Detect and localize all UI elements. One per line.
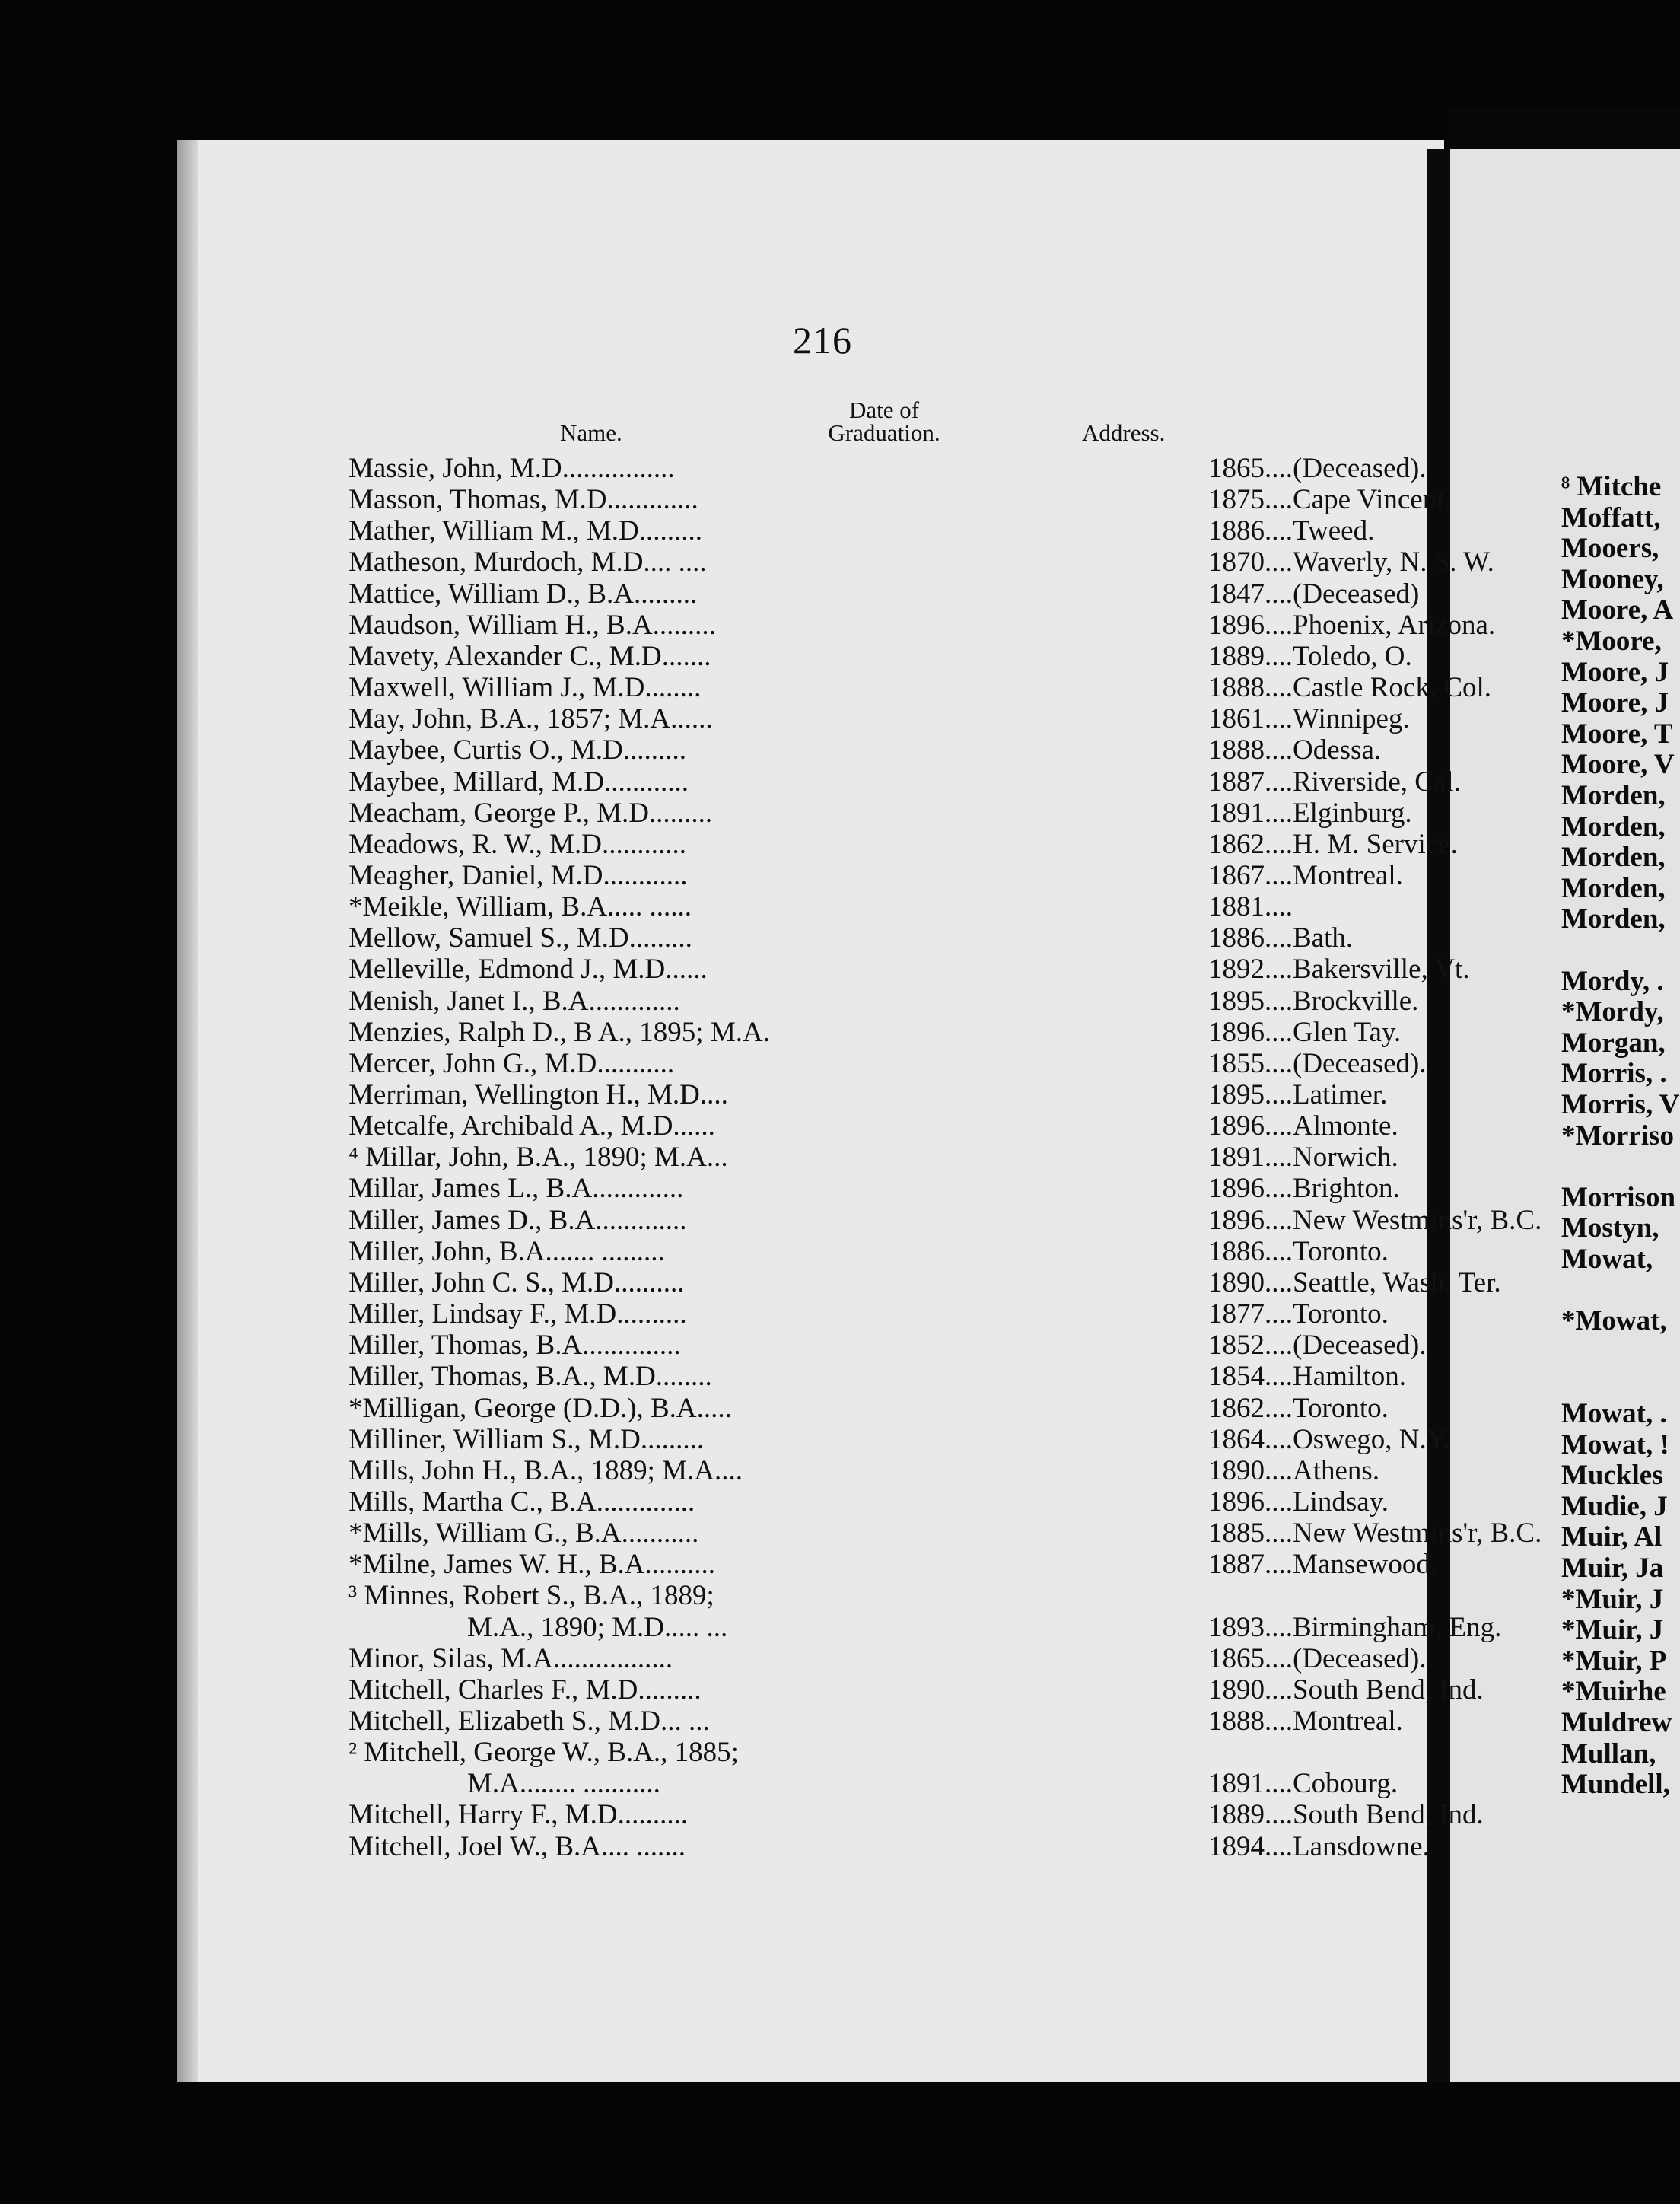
- right-page-entry: Morden,: [1561, 811, 1666, 842]
- column-header-name: Name.: [560, 419, 622, 446]
- right-page-entry: Morgan,: [1561, 1027, 1666, 1059]
- graduate-name: Miller, Thomas, B.A..............: [348, 1330, 681, 1361]
- graduate-entry: [348, 986, 1419, 1017]
- right-page-entry: Mostyn,: [1561, 1212, 1659, 1244]
- graduation-year: 1854: [1208, 1361, 1265, 1392]
- right-page-entry: *Mowat,: [1561, 1305, 1667, 1336]
- graduate-address: .... Toronto.: [1265, 1393, 1389, 1424]
- graduate-address: .... Phoenix, Arizona.: [1265, 610, 1495, 641]
- graduation-year: 1862: [1208, 1393, 1265, 1424]
- graduation-year: 1887: [1208, 766, 1265, 798]
- graduation-year: 1877: [1208, 1298, 1265, 1330]
- graduate-address: .... Brighton.: [1265, 1174, 1400, 1204]
- right-page-entry: *Moore,: [1561, 626, 1662, 657]
- graduate-entry: [348, 829, 1458, 860]
- graduate-address: .... Winnipeg.: [1265, 704, 1410, 734]
- graduation-year: 1887: [1208, 1549, 1265, 1580]
- graduation-year: 1891: [1208, 798, 1265, 829]
- right-page-entry: Mullan,: [1561, 1738, 1656, 1769]
- graduate-entry: [348, 546, 1494, 578]
- graduate-address: .... Athens.: [1265, 1456, 1379, 1486]
- right-page-entry: Moffatt,: [1561, 502, 1661, 533]
- graduate-address: .... Norwich.: [1265, 1142, 1398, 1173]
- graduate-name: Mitchell, Joel W., B.A.... .......: [348, 1831, 686, 1862]
- graduation-year: 1865: [1208, 453, 1265, 484]
- graduate-address: .... Odessa.: [1265, 735, 1381, 766]
- graduate-entry: [348, 1298, 1389, 1330]
- graduate-address: .... Mansewood.: [1265, 1549, 1437, 1580]
- graduation-year: 1890: [1208, 1267, 1265, 1298]
- graduate-address: .... Brockville.: [1265, 986, 1418, 1017]
- graduate-entry: [348, 922, 1354, 954]
- graduate-address: .... Hamilton.: [1265, 1362, 1406, 1392]
- graduate-entry: [348, 892, 1338, 922]
- graduation-year: 1896: [1208, 1173, 1265, 1204]
- graduate-name: Metcalfe, Archibald A., M.D......: [348, 1110, 715, 1142]
- graduate-entry: [348, 1267, 1501, 1298]
- left-page-edge-shadow: [177, 140, 198, 2082]
- page-number: 216: [793, 319, 852, 361]
- graduate-name: Minor, Silas, M.A.................: [348, 1643, 673, 1674]
- graduation-year: 1896: [1208, 1486, 1265, 1518]
- graduate-entry: [348, 1549, 1438, 1580]
- graduate-address: .... Bakersville, Vt.: [1265, 954, 1470, 985]
- graduation-year: 1886: [1208, 515, 1265, 546]
- graduate-name: Meadows, R. W., M.D............: [348, 829, 687, 860]
- graduate-name: ³ Minnes, Robert S., B.A., 1889;: [348, 1580, 714, 1611]
- graduate-entry: [348, 1737, 1338, 1768]
- right-page-entry: Morden,: [1561, 842, 1666, 873]
- graduate-address: .... Bath.: [1265, 923, 1353, 954]
- right-page-entry: Mooney,: [1561, 564, 1664, 595]
- graduate-name: Maxwell, William J., M.D........: [348, 672, 702, 703]
- graduate-address: .... New Westmins'r, B.C.: [1265, 1206, 1542, 1236]
- graduate-name: Mills, John H., B.A., 1889; M.A....: [348, 1455, 743, 1486]
- right-page-entry: Muldrew: [1561, 1707, 1672, 1738]
- graduate-address: .... Birmingham, Eng.: [1265, 1613, 1501, 1643]
- right-page-entry: Morris, V: [1561, 1089, 1680, 1120]
- graduate-address: .... Riverside, Cal.: [1265, 767, 1461, 798]
- right-page-entry: Moore, J: [1561, 687, 1669, 718]
- graduate-entry: [348, 1799, 1484, 1830]
- graduate-name: Mercer, John G., M.D...........: [348, 1048, 675, 1079]
- right-page-entry: Morrison: [1561, 1182, 1676, 1213]
- graduate-name: Miller, John C. S., M.D..........: [348, 1267, 685, 1298]
- graduate-entry: [348, 1205, 1542, 1236]
- graduate-entry: [348, 1581, 1338, 1611]
- graduate-entry: [348, 1831, 1430, 1862]
- graduate-name: Mather, William M., M.D.........: [348, 515, 702, 546]
- graduate-name: Mitchell, Harry F., M.D..........: [348, 1799, 689, 1830]
- right-page-entry: *Muir, P: [1561, 1645, 1667, 1677]
- right-page-entry: Mooers,: [1561, 533, 1659, 564]
- graduate-name: M.A........ ...........: [467, 1768, 660, 1799]
- right-page-entry: Mudie, J: [1561, 1491, 1668, 1522]
- graduation-year: 1867: [1208, 860, 1265, 891]
- right-page-entry: Moore, T: [1561, 718, 1673, 750]
- graduate-address: .... Cobourg.: [1265, 1769, 1398, 1799]
- graduate-address: .... (Deceased).: [1265, 1644, 1427, 1674]
- graduate-name: Miller, Lindsay F., M.D..........: [348, 1298, 687, 1330]
- graduation-year: 1892: [1208, 954, 1265, 985]
- graduate-name: Maybee, Curtis O., M.D.........: [348, 734, 686, 766]
- graduate-address: .... Glen Tay.: [1265, 1018, 1401, 1048]
- graduation-year: 1881: [1208, 891, 1265, 922]
- graduation-year: 1888: [1208, 672, 1265, 703]
- graduate-entry: [348, 641, 1412, 672]
- graduation-year: 1847: [1208, 578, 1265, 610]
- graduate-address: .... Montreal.: [1265, 861, 1403, 891]
- graduate-entry: [348, 610, 1496, 641]
- graduate-entry: [348, 703, 1410, 734]
- graduation-year: 1870: [1208, 546, 1265, 578]
- graduate-name: *Milligan, George (D.D.), B.A.....: [348, 1393, 732, 1424]
- graduation-year: 1855: [1208, 1048, 1265, 1079]
- graduation-year: 1893: [1208, 1612, 1265, 1643]
- graduate-address: .... South Bend, Ind.: [1265, 1675, 1484, 1706]
- right-page-entry: Muckles: [1561, 1460, 1663, 1491]
- graduate-name: M.A., 1890; M.D..... ...: [467, 1612, 728, 1643]
- graduate-name: *Milne, James W. H., B.A..........: [348, 1549, 716, 1580]
- right-page-entry: Moore, A: [1561, 594, 1674, 626]
- graduate-entry: [348, 1330, 1427, 1361]
- graduate-name: ⁴ Millar, John, B.A., 1890; M.A...: [348, 1142, 728, 1173]
- graduate-entry: [348, 954, 1470, 985]
- graduate-entry: [348, 1048, 1427, 1079]
- graduate-address: .... Lansdowne.: [1265, 1832, 1430, 1862]
- graduate-address: .... H. M. Service.: [1265, 830, 1458, 860]
- column-header-address: Address.: [1082, 419, 1166, 446]
- graduate-name: Mitchell, Elizabeth S., M.D... ...: [348, 1706, 710, 1737]
- graduate-entry: [348, 672, 1492, 703]
- graduate-name: Menzies, Ralph D., B A., 1895; M.A.: [348, 1017, 770, 1048]
- graduate-name: Massie, John, M.D................: [348, 453, 675, 484]
- graduate-entry: [348, 453, 1427, 484]
- graduate-name: May, John, B.A., 1857; M.A......: [348, 703, 713, 734]
- graduate-name: Merriman, Wellington H., M.D....: [348, 1079, 728, 1110]
- graduation-year: 1864: [1208, 1424, 1265, 1455]
- graduate-entry: [348, 766, 1461, 798]
- graduate-address: .... Almonte.: [1265, 1111, 1398, 1142]
- graduate-address: .... Toronto.: [1265, 1299, 1389, 1330]
- graduate-name: *Mills, William G., B.A...........: [348, 1518, 699, 1549]
- graduate-name: Meacham, George P., M.D.........: [348, 798, 713, 829]
- graduate-address: .... Cape Vincent.: [1265, 485, 1452, 515]
- graduation-year: 1852: [1208, 1330, 1265, 1361]
- graduate-address: .... (Deceased).: [1265, 1330, 1427, 1361]
- right-page-entry: *Muir, J: [1561, 1584, 1664, 1615]
- graduate-address: .... Toronto.: [1265, 1237, 1389, 1267]
- graduate-address: .... South Bend, Ind.: [1265, 1800, 1484, 1830]
- graduate-name: Mavety, Alexander C., M.D.......: [348, 641, 711, 672]
- right-page-entry: Moore, V: [1561, 749, 1675, 780]
- graduate-entry: [348, 1142, 1398, 1173]
- right-page-entry: ⁸ Mitche: [1561, 471, 1662, 502]
- graduate-entry: [348, 1455, 1380, 1486]
- top-dark-strip: [1446, 107, 1680, 149]
- graduate-name: ² Mitchell, George W., B.A., 1885;: [348, 1737, 739, 1768]
- graduation-year: 1888: [1208, 734, 1265, 766]
- graduate-address: .... (Deceased).: [1265, 454, 1427, 484]
- graduation-year: 1894: [1208, 1831, 1265, 1862]
- graduate-name: Maudson, William H., B.A.........: [348, 610, 716, 641]
- graduate-address: .... Lindsay.: [1265, 1487, 1389, 1518]
- graduation-year: 1890: [1208, 1674, 1265, 1706]
- right-page-entry: Morris, .: [1561, 1058, 1667, 1089]
- graduate-entry: [348, 1110, 1398, 1142]
- graduate-name: Mills, Martha C., B.A..............: [348, 1486, 695, 1518]
- right-page-entry: Muir, Al: [1561, 1521, 1662, 1553]
- graduate-address: .... Tweed.: [1265, 516, 1374, 546]
- graduate-entry: [348, 1674, 1484, 1706]
- graduation-year: 1890: [1208, 1455, 1265, 1486]
- graduate-entry: [348, 1361, 1407, 1392]
- graduate-address: [1265, 892, 1293, 922]
- graduate-entry: [348, 578, 1420, 610]
- graduate-address: .... Montreal.: [1265, 1706, 1403, 1737]
- right-page-entry: Moore, J: [1561, 657, 1669, 688]
- right-page-entry: *Morriso: [1561, 1120, 1674, 1151]
- graduation-year: 1886: [1208, 922, 1265, 954]
- graduate-address: .... New Westmins'r, B.C.: [1265, 1518, 1542, 1549]
- graduate-address: .... (Deceased): [1265, 579, 1419, 610]
- right-page-entry: Mowat, .: [1561, 1398, 1667, 1429]
- graduation-year: 1896: [1208, 1110, 1265, 1142]
- graduation-year: 1885: [1208, 1518, 1265, 1549]
- graduate-address: .... Seattle, Wash. Ter.: [1265, 1268, 1501, 1298]
- graduation-year: 1875: [1208, 484, 1265, 515]
- graduate-name: Miller, Thomas, B.A., M.D........: [348, 1361, 712, 1392]
- graduate-address: .... Elginburg.: [1265, 798, 1412, 829]
- graduate-entry: [348, 860, 1403, 891]
- right-page-entry: Mowat, !: [1561, 1429, 1669, 1460]
- graduation-year: 1861: [1208, 703, 1265, 734]
- right-page-entry: Mordy, .: [1561, 966, 1664, 997]
- right-page-entry: *Muirhe: [1561, 1676, 1666, 1707]
- right-page-entry: Muir, Ja: [1561, 1553, 1664, 1584]
- graduation-year: 1895: [1208, 1079, 1265, 1110]
- graduate-entry: [348, 1643, 1427, 1674]
- graduation-year: 1891: [1208, 1142, 1265, 1173]
- graduate-address: .... Toledo, O.: [1265, 642, 1412, 672]
- right-page-entry: Morden,: [1561, 903, 1666, 935]
- column-header-graduation: Date of Graduation.: [828, 397, 940, 446]
- graduate-entry: [348, 1017, 1402, 1048]
- graduate-name: Matheson, Murdoch, M.D.... ....: [348, 546, 707, 578]
- graduate-name: Mattice, William D., B.A.........: [348, 578, 698, 610]
- graduate-name: Masson, Thomas, M.D.............: [348, 484, 698, 515]
- graduation-year: 1889: [1208, 641, 1265, 672]
- graduate-name: Maybee, Millard, M.D............: [348, 766, 689, 798]
- graduate-entry: [348, 1486, 1389, 1518]
- graduate-address: .... Oswego, N.Y.: [1265, 1425, 1450, 1455]
- right-page-entry: Morden,: [1561, 873, 1666, 904]
- graduate-entry: [348, 484, 1452, 515]
- graduation-year: 1891: [1208, 1768, 1265, 1799]
- graduation-year: 1865: [1208, 1643, 1265, 1674]
- graduate-entry: [348, 1612, 1502, 1643]
- graduation-year: 1888: [1208, 1706, 1265, 1737]
- graduate-entry: [348, 1173, 1400, 1204]
- graduate-name: Miller, John, B.A....... .........: [348, 1236, 665, 1267]
- graduation-year: 1889: [1208, 1799, 1265, 1830]
- graduate-entry: [348, 734, 1382, 766]
- graduate-name: Mellow, Samuel S., M.D.........: [348, 922, 692, 954]
- graduate-entry: [348, 1236, 1389, 1267]
- graduate-entry: [348, 1768, 1398, 1799]
- graduate-entry: [348, 1518, 1542, 1549]
- graduate-name: Milliner, William S., M.D.........: [348, 1424, 705, 1455]
- graduation-year: 1895: [1208, 986, 1265, 1017]
- graduate-entry: [348, 1424, 1450, 1455]
- graduation-year: 1862: [1208, 829, 1265, 860]
- graduate-name: Miller, James D., B.A.............: [348, 1205, 687, 1236]
- graduate-address: .... (Deceased).: [1265, 1049, 1427, 1079]
- graduation-year: 1896: [1208, 610, 1265, 641]
- graduate-name: Mitchell, Charles F., M.D.........: [348, 1674, 702, 1706]
- right-page-entry: Morden,: [1561, 780, 1666, 811]
- graduate-name: Meagher, Daniel, M.D............: [348, 860, 688, 891]
- graduate-entry: [348, 1706, 1403, 1737]
- graduate-entry: [348, 1079, 1388, 1110]
- graduate-entry: [348, 1393, 1389, 1424]
- book-gutter: [1427, 149, 1450, 2082]
- graduate-name: *Meikle, William, B.A..... ......: [348, 891, 692, 922]
- graduation-year: 1896: [1208, 1017, 1265, 1048]
- graduate-name: Melleville, Edmond J., M.D......: [348, 954, 708, 985]
- graduation-year: 1896: [1208, 1205, 1265, 1236]
- graduation-year: 1886: [1208, 1236, 1265, 1267]
- graduate-address: .... Waverly, N. S. W.: [1265, 547, 1494, 578]
- right-page-entry: *Muir, J: [1561, 1614, 1664, 1645]
- graduate-entry: [348, 798, 1412, 829]
- right-page-entry: *Mordy,: [1561, 996, 1664, 1027]
- graduate-name: Menish, Janet I., B.A.............: [348, 986, 680, 1017]
- graduate-address: .... Castle Rock, Col.: [1265, 673, 1491, 703]
- graduate-entry: [348, 515, 1375, 546]
- right-page-entry: Mundell,: [1561, 1769, 1670, 1800]
- right-page-entry: Mowat,: [1561, 1244, 1653, 1275]
- graduate-name: Millar, James L., B.A.............: [348, 1173, 684, 1204]
- graduate-address: .... Latimer.: [1265, 1080, 1387, 1110]
